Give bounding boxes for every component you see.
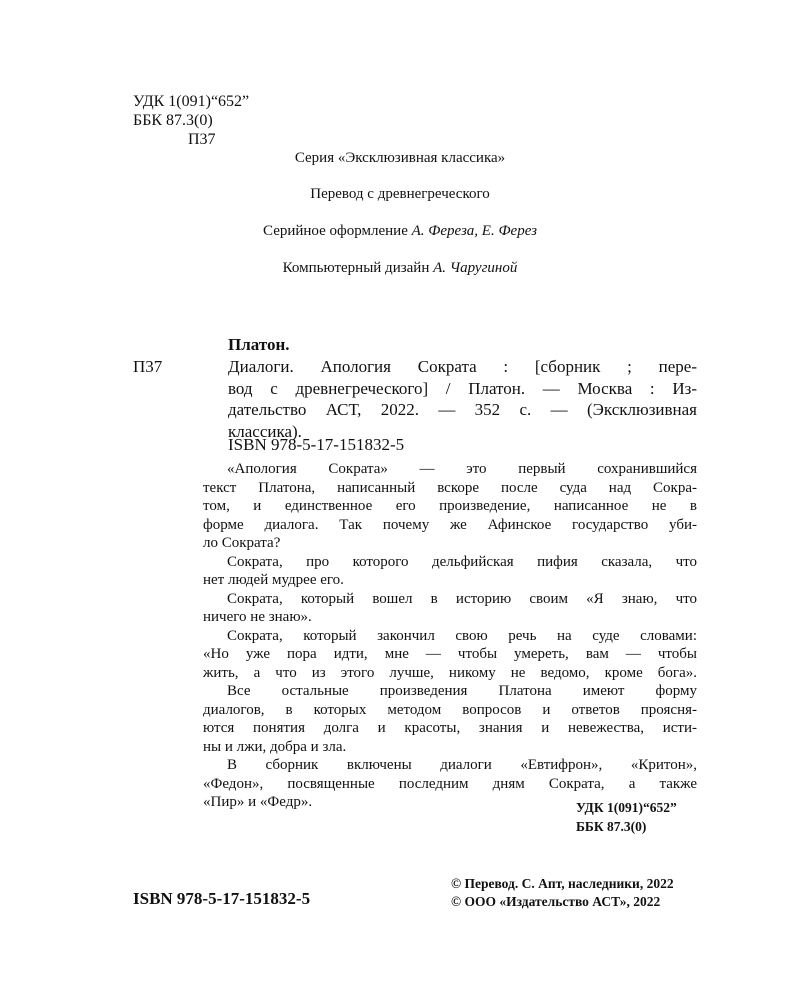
annotation-line: форме диалога. Так почему же Афинское государство уби-: [203, 516, 697, 533]
bbk-code: ББК 87.3(0): [133, 112, 213, 129]
annotation-line: Сократа, который закончил свою речь на суде словами:: [227, 627, 697, 644]
annotation-line: ны и лжи, добра и зла.: [203, 738, 347, 755]
catalog-code: П37: [133, 357, 163, 376]
computer-design-prefix: Компьютерный дизайн: [282, 260, 430, 276]
annotation-line: ло Сократа?: [203, 535, 281, 551]
catalog-isbn: ISBN 978-5-17-151832-5: [228, 435, 405, 454]
annotation-line: «Но уже пора идти, мне — чтобы умереть, вам — чтобы: [203, 646, 697, 662]
footer-isbn: ISBN 978-5-17-151832-5: [133, 889, 311, 908]
bbk-code-bottom: ББК 87.3(0): [576, 819, 647, 834]
annotation-line: нет людей мудрее его.: [203, 572, 344, 588]
catalog-line: дательство АСТ, 2022. — 352 с. — (Эксклюзивная: [228, 400, 697, 419]
annotation-line: «Федон», посвященные последним дням Сократа, а также: [203, 775, 697, 792]
computer-design-line: [0, 260, 800, 277]
catalog-description: [228, 356, 697, 442]
annotation-line: ничего не знаю».: [203, 609, 312, 625]
annotation-line: «Апология Сократа» — это первый сохранившийся: [227, 461, 697, 477]
copyright-publisher: © ООО «Издательство АСТ», 2022: [451, 894, 661, 909]
copyright-translation: © Перевод. С. Апт, наследники, 2022: [451, 876, 674, 891]
annotation-line: В сборник включены диалоги «Евтифрон», «Критон»,: [227, 757, 697, 773]
annotation-line: том, и единственное его произведение, написанное не в: [203, 498, 697, 514]
annotation-line: «Пир» и «Федр».: [203, 794, 313, 810]
udk-code-bottom: УДК 1(091)“652”: [576, 800, 677, 815]
annotation-line: жить, а что из этого лучше, никому не ведомо, кроме бога».: [203, 664, 697, 681]
annotation-paragraph: [203, 460, 697, 479]
annotation-line: текст Платона, написанный вскоре после суда над Сокра-: [203, 479, 697, 496]
computer-design-name: А. Чаругиной: [433, 260, 518, 276]
annotation: [203, 460, 697, 812]
serial-design-names: А. Фереза, Е. Ферез: [411, 223, 537, 239]
serial-design-line: [0, 223, 800, 240]
annotation-line: Все остальные произведения Платона имеют форму: [227, 683, 697, 699]
serial-design-prefix: Серийное оформление: [263, 223, 408, 239]
annotation-line: Сократа, про которого дельфийская пифия сказала, что: [227, 553, 697, 570]
annotation-line: ются понятия долга и красоты, знания и невежества, исти-: [203, 720, 697, 736]
translation-line: Перевод с древнегреческого: [310, 186, 490, 202]
catalog-author: Платон.: [228, 335, 290, 354]
annotation-line: диалогов, в которых методом вопросов и ответов проясня-: [203, 701, 697, 718]
udk-code: УДК 1(091)“652”: [133, 93, 250, 110]
author-mark: П37: [188, 131, 216, 148]
catalog-line: классика).: [228, 421, 302, 441]
annotation-line: Сократа, который вошел в историю своим «Я знаю, что: [227, 590, 697, 607]
series-line: Серия «Эксклюзивная классика»: [294, 150, 506, 166]
catalog-line: Диалоги. Апология Сократа : [сборник ; пере-: [228, 357, 697, 376]
catalog-line: вод с древнегреческого] / Платон. — Москва : Из-: [228, 378, 697, 398]
